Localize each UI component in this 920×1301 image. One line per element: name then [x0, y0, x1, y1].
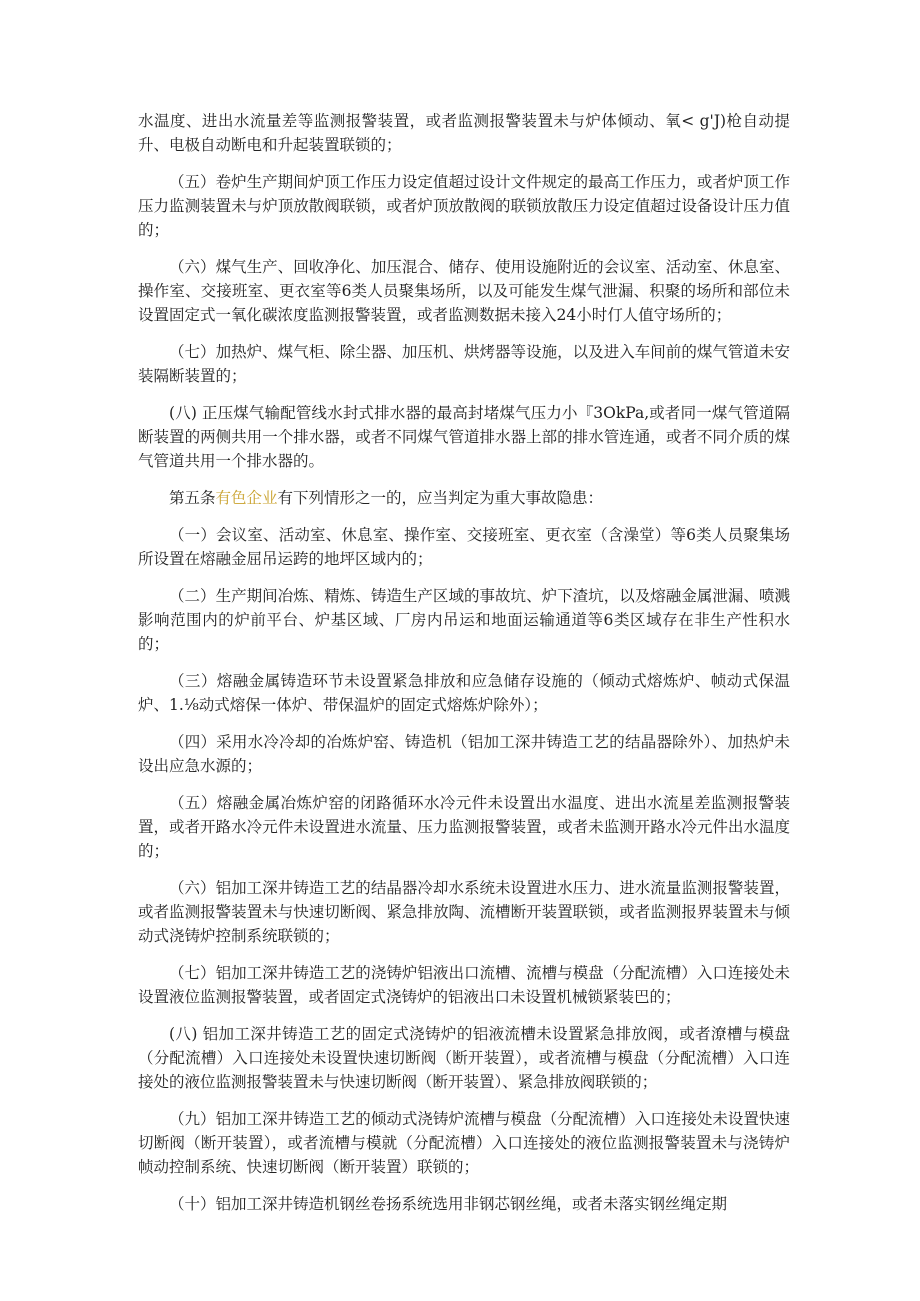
article-5-heading: 第五条有色企业有下列情形之一的，应当判定为重大事故隐患： — [169, 489, 604, 507]
paragraph-a5-item-8: (八) 铝加工深井铸造工艺的固定式浇铸炉的铝液流槽未设置紧急排放阀，或者潦槽与模盘（分配流槽）入口连接处未设置快速切断阀（断开装置），或者流槽与模盘（分配流槽）入口连接处的液位监测报警装置未与快速切断阀（断开装置）、紧急排放阀联锁的； — [138, 1025, 790, 1091]
highlighted-term: 有色企业 — [215, 489, 278, 507]
paragraph-a5-item-1: （一）会议室、活动室、休息室、操作室、交接班室、更衣室（含澡堂）等6类人员聚集场所设置在熔融金屈吊运跨的地坪区域内的； — [138, 526, 790, 568]
paragraph-a5-item-3: （三）熔融金属铸造环节未设置紧急排放和应急储存设施的（倾动式熔炼炉、帧动式保温炉、1.⅛动式熔保一体炉、带保温炉的固定式熔炼炉除外）； — [138, 672, 790, 714]
paragraph-a5-item-2: （二）生产期间冶炼、精炼、铸造生产区域的事故坑、炉下渣坑，以及熔融金属泄漏、喷溅影响范围内的炉前平台、炉基区域、厂房内吊运和地面运输通道等6类区域存在非生产性积水的； — [138, 587, 790, 653]
paragraph-a5-item-5: （五）熔融金属冶炼炉窑的闭路循环水冷元件未设置出水温度、进出水流星差监测报警装置，或者开路水冷元件未设置进水流量、压力监测报警装置，或者未监测开路水冷元件出水温度的； — [138, 794, 790, 860]
paragraph-item-8: (八) 正压煤气输配管线水封式排水器的最高封堵煤气压力小『3OkPa,或者同一煤气管道隔断装置的两侧共用一个排水器，或者不同煤气管道排水器上部的排水管连通，或者不同介质的煤气管道共用一个排水器的。 — [138, 404, 790, 470]
paragraph-continuation: 水温度、进出水流量差等监测报警装置，或者监测报警装置未与炉体倾动、氧< g'J)枪自动提升、电极自动断电和升起装置联锁的； — [138, 112, 790, 154]
paragraph-a5-item-6: （六）铝加工深井铸造工艺的结晶器冷却水系统未设置进水压力、进水流量监测报警装置，或者监测报警装置未与快速切断阀、紧急排放陶、流槽断开装置联锁，或者监测报界装置未与倾动式浇铸炉控制系统联锁的； — [138, 879, 790, 945]
paragraph-item-5: （五）卷炉生产期间炉顶工作压力设定值超过设计文件规定的最高工作压力，或者炉顶工作压力监测装置未与炉顶放散阀联锁，或者炉顶放散阀的联锁放散压力设定值超过设备设计压力值的； — [138, 173, 790, 239]
paragraph-a5-item-7: （七）铝加工深井铸造工艺的浇铸炉铝液出口流槽、流槽与模盘（分配流槽）入口连接处未设置液位监测报警装置，或者固定式浇铸炉的铝液出口未设置机械锁紧装巴的； — [138, 964, 790, 1006]
paragraph-a5-item-9: （九）铝加工深井铸造工艺的倾动式浇铸炉流槽与模盘（分配流槽）入口连接处未设置快速切断阀（断开装置），或者流槽与模就（分配流槽）入口连接处的液位监测报警装置未与浇铸炉帧动控制系统、快速切断阀（断开装置）联锁的； — [138, 1110, 790, 1176]
paragraph-item-6: （六）煤气生产、回收净化、加压混合、储存、使用设施附近的会议室、活动室、休息室、操作室、交接班室、更衣室等6类人员聚集场所，以及可能发生煤气泄漏、积聚的场所和部位未设置固定式一氧化碳浓度监测报警装置，或者监测数据未接入24小时仃人值守场所的； — [138, 258, 790, 324]
document-body — [138, 109, 790, 1229]
paragraph-a5-item-4: （四）采用水冷冷却的冶炼炉窑、铸造机（铝加工深井铸造工艺的结晶器除外）、加热炉未设出应急水源的； — [138, 733, 790, 775]
paragraph-a5-item-10: （十）铝加工深井铸造机钢丝卷扬系统选用非钢芯钢丝绳，或者未落实钢丝绳定期 — [169, 1195, 728, 1213]
paragraph-item-7: （七）加热炉、煤气柜、除尘器、加压机、烘烤器等设施，以及进入车间前的煤气管道未安装隔断装置的； — [138, 343, 790, 385]
